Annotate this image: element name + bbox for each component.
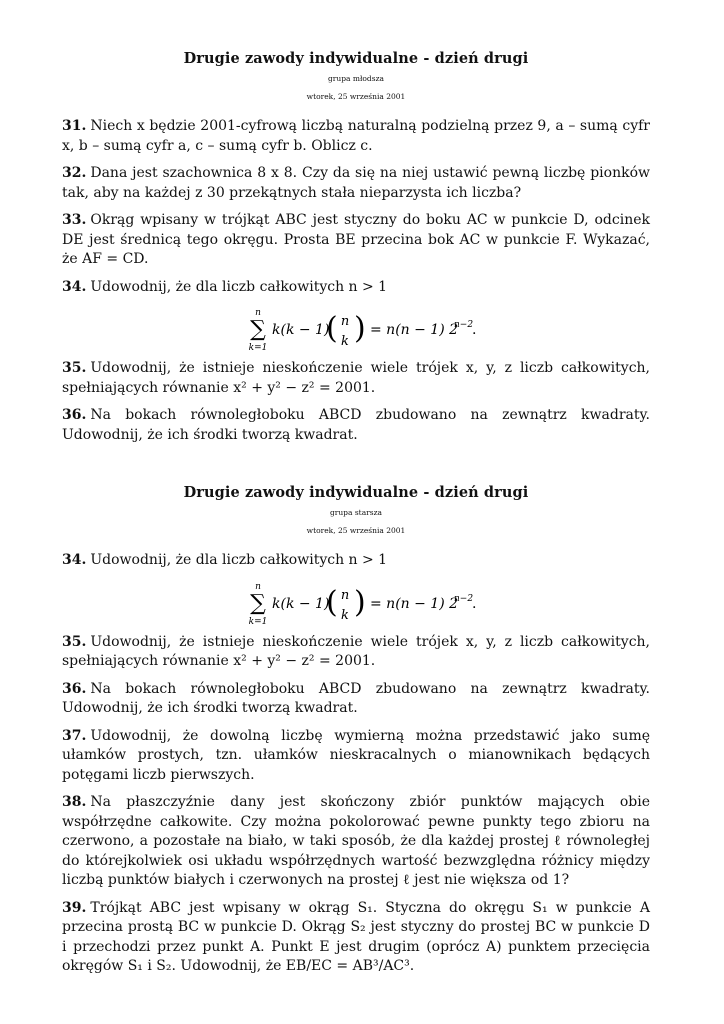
problem-number: 34. bbox=[62, 552, 87, 568]
problem-text: Na płaszczyźnie dany jest skończony zbiór punktów mających obie współrzędne całkowite. Czy można pokolorować pewne punkty tego zbioru na czerwono, a pozostałe na biało, w taki sposób, że dla każdej prostej ℓ równoległej do którejkolwiek osi układu współrzędnych wartość bezwzględna różnicy między liczbą punktów białych i czerwonych na prostej ℓ jest nie większa od 1? bbox=[62, 794, 650, 888]
problem-34 bbox=[62, 551, 650, 571]
sum-sign: ∑ bbox=[250, 317, 266, 342]
right-side: = n(n − 1) 2 bbox=[370, 322, 459, 338]
binom-top: n bbox=[340, 314, 350, 329]
sum-lower-limit: k=1 bbox=[248, 343, 268, 353]
left-term: k(k − 1) bbox=[272, 595, 330, 612]
formula-end: . bbox=[472, 595, 477, 612]
group-label: grupa młodsza bbox=[327, 74, 384, 83]
problem-number: 35. bbox=[62, 633, 87, 650]
date-label: wtorek, 25 września 2001 bbox=[306, 526, 406, 535]
left-term: k(k − 1) bbox=[272, 322, 330, 338]
problem-text: Trójkąt ABC jest wpisany w okrąg S₁. Styczna do okręgu S₁ w punkcie A przecina prostą BC w punkcie D. Okrąg S₂ jest styczny do prostej BC w punkcie D i przechodzi przez punkt A. Punkt E jest drugim (oprócz A) punktem przecięcia okręgów S₁ i S₂. Udowodnij, że EB/EC = AB³/AC³. bbox=[62, 899, 650, 974]
section-younger bbox=[62, 50, 650, 453]
binom-top: n bbox=[340, 587, 350, 603]
problem-text: Udowodnij, że dowolną liczbę wymierną można przedstawić jako sumę ułamków prostych, tzn. ułamków nieskracalnych o mianownikach będących potęgami liczb pierwszych. bbox=[62, 727, 650, 783]
problem-number: 33. bbox=[62, 212, 87, 228]
problem-text: Udowodnij, że dla liczb całkowitych n > 1 bbox=[90, 278, 388, 295]
problem-text: Udowodnij, że istnieje nieskończenie wiele trójek x, y, z liczb całkowitych, spełniających równanie x² + y² − z² = 2001. bbox=[62, 633, 650, 669]
group-label: grupa starsza bbox=[329, 508, 383, 517]
problem-number: 39. bbox=[62, 899, 87, 916]
date-label: wtorek, 25 września 2001 bbox=[306, 92, 406, 101]
problem-number: 35. bbox=[62, 360, 87, 376]
binom-right-paren: ) bbox=[354, 311, 366, 346]
sum-upper-limit: n bbox=[255, 581, 261, 592]
problem-number: 31. bbox=[62, 118, 87, 134]
problem-35 bbox=[62, 633, 650, 672]
problem-33 bbox=[62, 211, 650, 270]
binom-left-paren: ( bbox=[326, 311, 338, 346]
sum-lower-limit: k=1 bbox=[248, 616, 268, 627]
section-title: Drugie zawody indywidualne - dzień drugi bbox=[183, 50, 529, 67]
problem-text: Dana jest szachownica 8 x 8. Czy da się na niej ustawić pewną liczbę pionków tak, aby na każdej z 30 przekątnych stała nieparzysta ich liczba? bbox=[62, 165, 650, 201]
binom-bottom: k bbox=[341, 334, 349, 349]
exponent: n−2 bbox=[454, 320, 474, 330]
problem-number: 32. bbox=[62, 165, 87, 181]
problem-text: Udowodnij, że dla liczb całkowitych n > 1 bbox=[90, 552, 388, 568]
problem-text: Udowodnij, że istnieje nieskończenie wiele trójek x, y, z liczb całkowitych, spełniających równanie x² + y² − z² = 2001. bbox=[62, 360, 650, 396]
problem-32 bbox=[62, 164, 650, 203]
formula-sum bbox=[62, 579, 650, 625]
formula-svg bbox=[62, 579, 650, 629]
sum-upper-limit: n bbox=[255, 308, 261, 318]
problem-number: 34. bbox=[62, 278, 87, 295]
problem-36 bbox=[62, 406, 650, 445]
problem-38 bbox=[62, 793, 650, 891]
problem-text: Niech x będzie 2001-cyfrową liczbą naturalną podzielną przez 9, a – sumą cyfr x, b – sumą cyfr a, c – sumą cyfr b. Oblicz c. bbox=[62, 118, 650, 154]
problem-37 bbox=[62, 727, 650, 786]
binom-bottom: k bbox=[341, 607, 349, 623]
problem-text: Okrąg wpisany w trójkąt ABC jest styczny do boku AC w punkcie D, odcinek DE jest średnicą tego okręgu. Prosta BE przecina bok AC w punkcie F. Wykazać, że AF = CD. bbox=[62, 212, 650, 267]
problem-39 bbox=[62, 899, 650, 977]
right-side: = n(n − 1) 2 bbox=[370, 595, 459, 612]
formula-end: . bbox=[472, 322, 477, 338]
problem-number: 36. bbox=[62, 407, 87, 423]
formula-svg bbox=[62, 305, 650, 355]
problem-36 bbox=[62, 680, 650, 719]
problem-text: Na bokach równoległoboku ABCD zbudowano na zewnątrz kwadraty. Udowodnij, że ich środki tworzą kwadrat. bbox=[62, 680, 650, 716]
problem-list bbox=[62, 551, 650, 977]
binom-left-paren: ( bbox=[326, 584, 338, 620]
section-older bbox=[62, 484, 650, 985]
exponent: n−2 bbox=[454, 593, 474, 604]
problem-number: 36. bbox=[62, 680, 87, 697]
problem-31 bbox=[62, 117, 650, 156]
formula-sum bbox=[62, 305, 650, 351]
problem-34 bbox=[62, 278, 650, 298]
problem-35 bbox=[62, 359, 650, 398]
problem-text: Na bokach równoległoboku ABCD zbudowano na zewnątrz kwadraty. Udowodnij, że ich środki tworzą kwadrat. bbox=[62, 407, 650, 443]
section-title: Drugie zawody indywidualne - dzień drugi bbox=[183, 484, 529, 501]
problem-number: 37. bbox=[62, 727, 87, 744]
binom-right-paren: ) bbox=[354, 584, 366, 620]
sum-sign: ∑ bbox=[250, 590, 266, 616]
problem-number: 38. bbox=[62, 794, 87, 810]
problem-list bbox=[62, 117, 650, 445]
